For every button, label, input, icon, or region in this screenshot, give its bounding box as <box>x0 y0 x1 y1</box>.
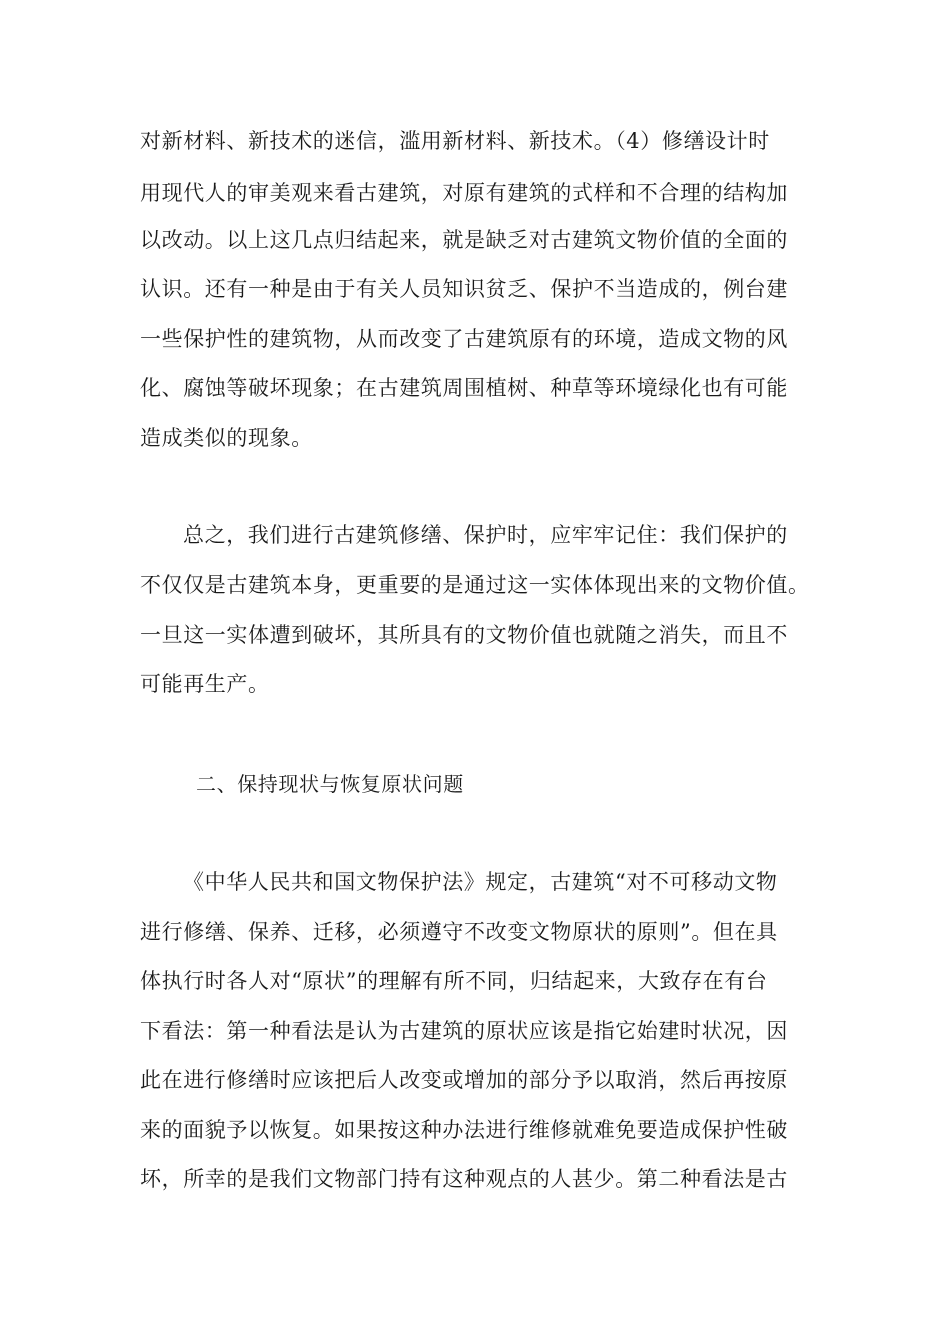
text-line: 进行修缮、保养、迁移，必须遵守不改变文物原状的原则”。但在具 <box>140 920 778 944</box>
text-line: 认识。还有一种是由于有关人员知识贫乏、保护不当造成的，例台建 <box>140 277 788 301</box>
text-line: 一些保护性的建筑物，从而改变了古建筑原有的环境，造成文物的风 <box>140 327 788 351</box>
text-line: 此在进行修缮时应该把后人改变或增加的部分予以取消，然后再按原 <box>140 1068 788 1092</box>
text-line: 化、腐蚀等破坏现象；在古建筑周围植树、种草等环境绿化也有可能 <box>140 376 788 400</box>
text-line: 用现代人的审美观来看古建筑，对原有建筑的式样和不合理的结构加 <box>140 181 788 205</box>
text-line: 来的面貌予以恢复。如果按这种办法进行维修就难免要造成保护性破 <box>140 1118 788 1142</box>
text-line: 坏，所幸的是我们文物部门持有这种观点的人甚少。第二种看法是古 <box>140 1167 788 1191</box>
text-line: 总之，我们进行古建筑修缮、保护时，应牢牢记住：我们保护的 <box>183 523 788 547</box>
text-line: 体执行时各人对“原状”的理解有所不同，归结起来，大致存在有台 <box>140 969 768 993</box>
section-heading: 二、保持现状与恢复原状问题 <box>196 772 464 796</box>
text-line: 可能再生产。 <box>140 672 270 696</box>
text-line: 造成类似的现象。 <box>140 426 313 450</box>
text-line: 以改动。以上这几点归结起来，就是缺乏对古建筑文物价值的全面的 <box>140 228 788 252</box>
text-line: 下看法：第一种看法是认为古建筑的原状应该是指它始建时状况，因 <box>140 1019 788 1043</box>
text-line: 对新材料、新技术的迷信，滥用新材料、新技术。（4）修缮设计时 <box>140 129 770 153</box>
text-line: 一旦这一实体遭到破坏，其所具有的文物价值也就随之消失，而且不 <box>140 623 788 647</box>
text-line: 不仅仅是古建筑本身，更重要的是通过这一实体体现出来的文物价值。 <box>140 573 810 597</box>
text-line: 《中华人民共和国文物保护法》规定，古建筑“对不可移动文物 <box>183 870 778 894</box>
